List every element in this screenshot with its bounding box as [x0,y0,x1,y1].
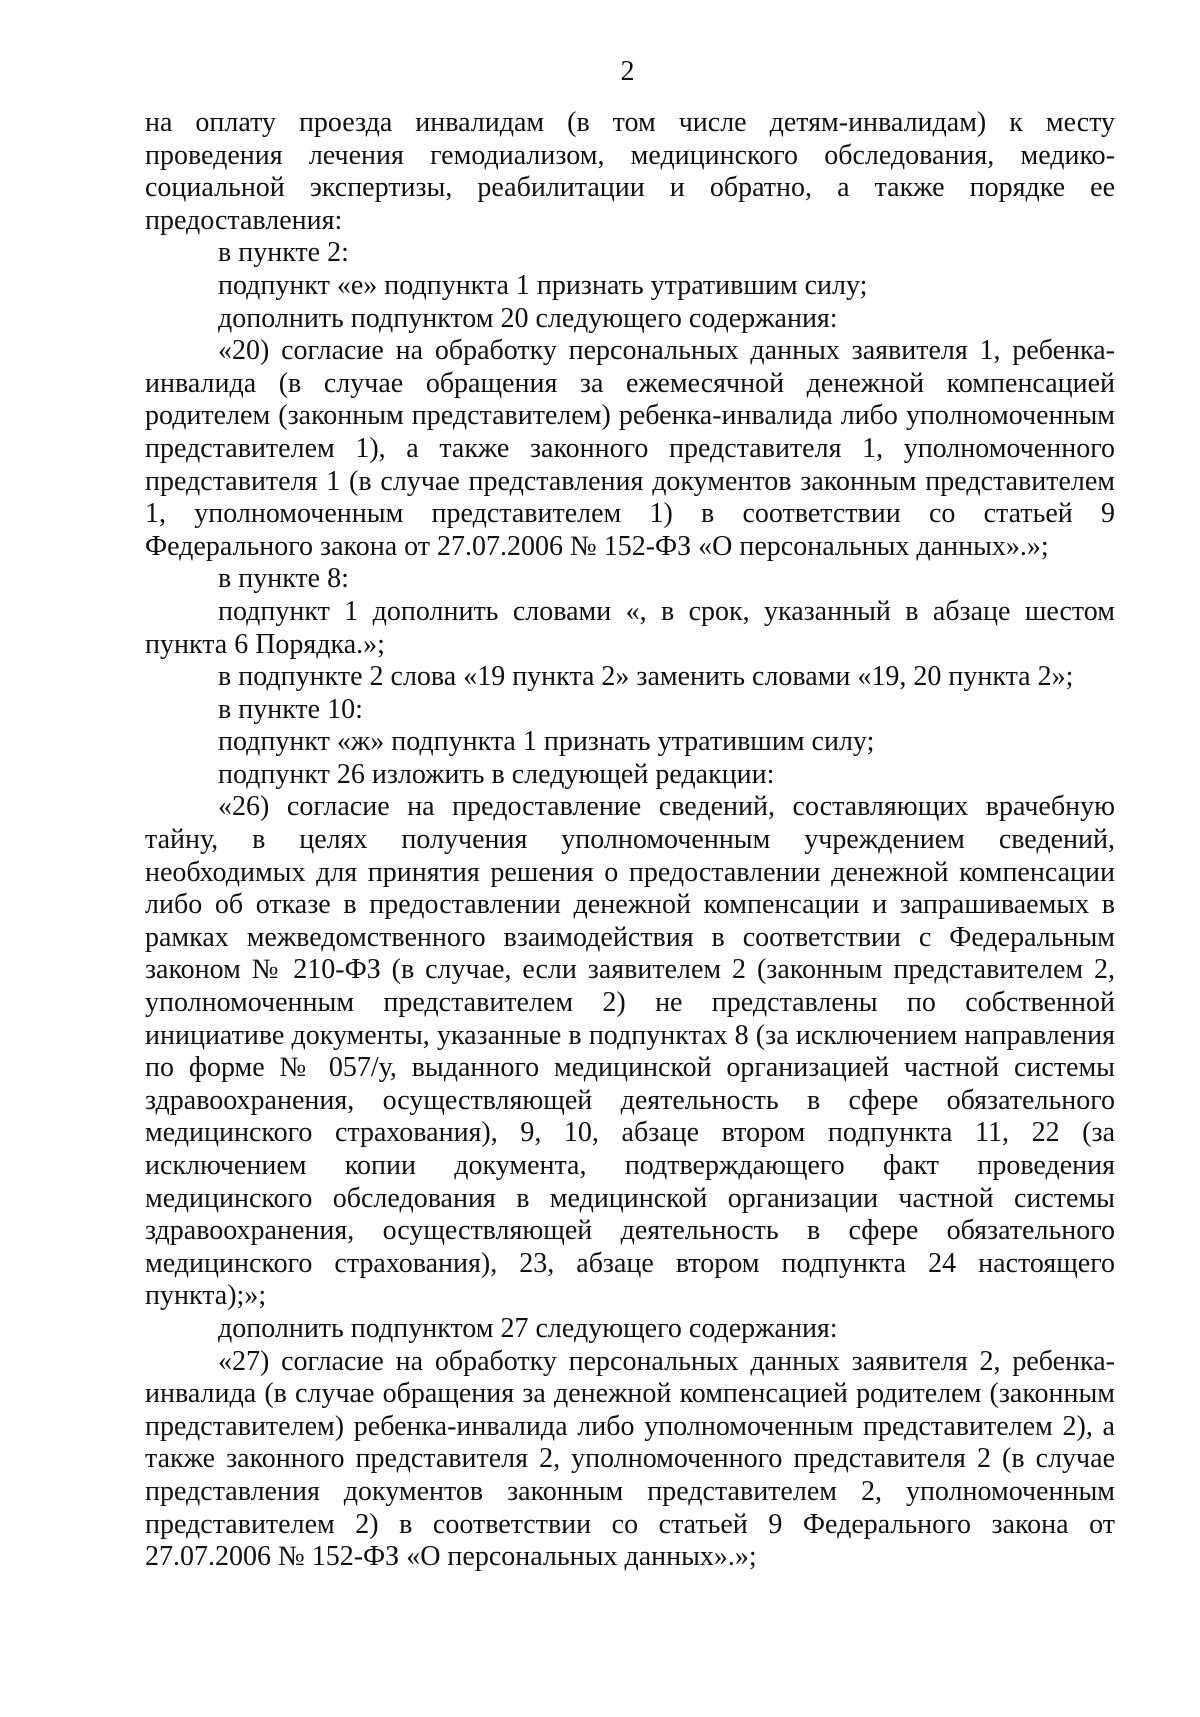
paragraph: подпункт 26 изложить в следующей редакции: [218,758,775,790]
paragraph: подпункт «ж» подпункта 1 признать утратившим силу; [218,726,875,758]
paragraph: в подпункте 2 слова «19 пункта 2» заменить словами «19, 20 пункта 2»; [218,661,1074,693]
page-number: 2 [620,56,635,87]
document-body [145,107,1115,1574]
paragraph: в пункте 8: [218,563,349,595]
paragraph: «20) согласие на обработку персональных данных заявителя 1, ребенка-инвалида (в случае обращения за ежемесячной денежной компенсацией родителем (законным представителем) ребенка-инвалида либо уполномоченным представителем 1), а также законного представителя 1, уполномоченного представителя 1 (в случае представления документов законным представителем 1, уполномоченным представителем 1) в соответствии со статьей 9 Федерального закона от 27.07.2006 № 152-ФЗ «О персональных данных».»; [145,335,1115,562]
paragraph: подпункт 1 дополнить словами «, в срок, указанный в абзаце шестом пункта 6 Порядка.»; [145,595,1115,660]
paragraph: в пункте 2: [218,237,349,269]
paragraph: дополнить подпунктом 20 следующего содержания: [218,302,838,334]
paragraph: подпункт «е» подпункта 1 признать утратившим силу; [218,269,868,301]
paragraph: «26) согласие на предоставление сведений, составляющих врачебную тайну, в целях получения уполномоченным учреждением сведений, необходимых для принятия решения о предоставлении денежной компенсации либо об отказе в предоставлении денежной компенсации и запрашиваемых в рамках межведомственного взаимодействия в соответствии с Федеральным законом № 210-ФЗ (в случае, если заявителем 2 (законным представителем 2, уполномоченным представителем 2) не представлены по собственной инициативе документы, указанные в подпунктах 8 (за исключением направления по форме № 057/у, выданного медицинской организацией частной системы здравоохранения, осуществляющей деятельность в сфере обязательного медицинского страхования), 9, 10, абзаце втором подпункта 11, 22 (за исключением копии документа, подтверждающего факт проведения медицинского обследования в медицинской организации частной системы здравоохранения, осуществляющей деятельность в сфере обязательного медицинского страхования), 23, абзаце втором подпункта 24 настоящего пункта);»; [145,791,1115,1312]
paragraph: в пункте 10: [218,693,363,725]
paragraph: на оплату проезда инвалидам (в том числе детям-инвалидам) к месту проведения лечения гемодиализом, медицинского обследования, медико-социальной экспертизы, реабилитации и обратно, а также порядке ее предоставления: [145,107,1115,236]
paragraph: «27) согласие на обработку персональных данных заявителя 2, ребенка-инвалида (в случае обращения за денежной компенсацией родителем (законным представителем) ребенка-инвалида либо уполномоченным представителем 2), а также законного представителя 2, уполномоченного представителя 2 (в случае представления документов законным представителем 2, уполномоченным представителем 2) в соответствии со статьей 9 Федерального закона от 27.07.2006 № 152-ФЗ «О персональных данных».»; [145,1345,1115,1573]
paragraph: дополнить подпунктом 27 следующего содержания: [218,1312,838,1344]
